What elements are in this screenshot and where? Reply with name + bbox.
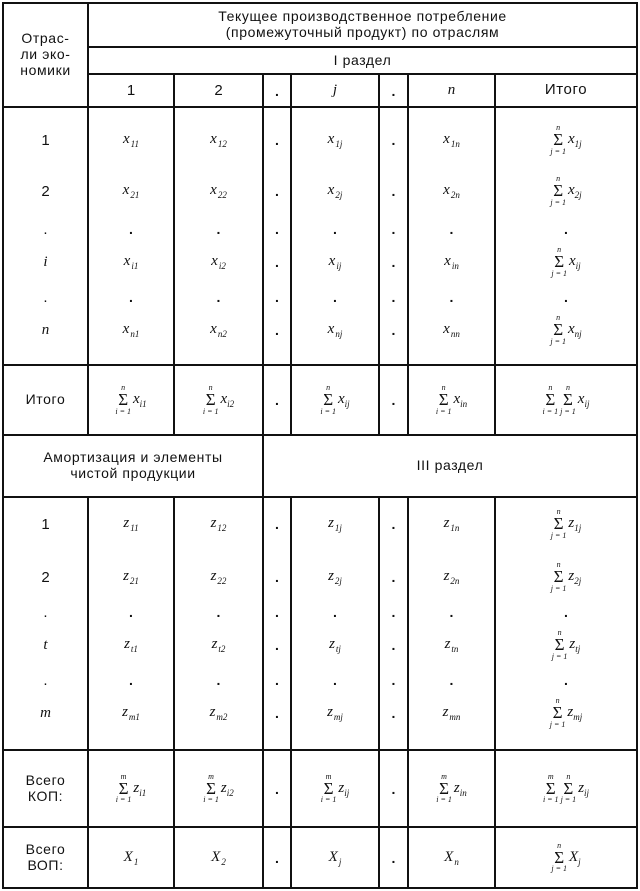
rule <box>2 106 638 108</box>
vop-term: $X_2$ <box>211 848 226 867</box>
x-term: $x_{ij}$ <box>568 253 581 271</box>
header-section-3: III раздел <box>416 457 484 474</box>
z-term: $z_{21}$ <box>123 568 139 586</box>
ellipsis-dot: . <box>391 780 396 797</box>
itogo-term: $x_{ij}$ <box>577 391 590 409</box>
z-cell <box>292 630 378 660</box>
itogo-term: $x_{i2}$ <box>220 391 235 409</box>
x-row-sum <box>496 307 636 353</box>
ellipsis-dot: . <box>391 254 396 270</box>
x-term: $x_{2j}$ <box>567 182 582 200</box>
kop-col-sum <box>89 751 173 826</box>
col-header-n: n <box>447 82 456 98</box>
kop-col-sum <box>175 751 262 826</box>
kop-col-sum <box>409 751 494 826</box>
vop-cell <box>292 828 378 887</box>
x-cell <box>89 247 173 277</box>
z-cell <box>292 698 378 728</box>
ellipsis-dot: . <box>275 322 279 338</box>
x-cell <box>89 176 173 206</box>
z-term: $z_{tn}$ <box>444 636 459 654</box>
x-cell <box>89 315 173 345</box>
x-row-sum <box>496 168 636 214</box>
ellipsis-dot: . <box>391 221 396 237</box>
kop-term: $z_{ij}$ <box>578 779 590 798</box>
ellipsis-dot: . <box>564 604 568 620</box>
sigma-symbol: n Σ j = 1 <box>550 123 566 156</box>
ellipsis-dot: . <box>391 516 396 532</box>
x-cell <box>175 125 262 155</box>
z-term: $z_{1j}$ <box>328 515 342 533</box>
z-term: $z_{2j}$ <box>568 568 582 586</box>
z-term: $z_{1j}$ <box>568 515 582 533</box>
rule <box>2 887 638 889</box>
vop-term: $X_j$ <box>328 848 342 867</box>
x-term: $x_{in}$ <box>444 253 459 271</box>
x-row-label: 2 <box>41 182 50 200</box>
itogo-col-sum <box>89 366 173 434</box>
ellipsis-dot: . <box>391 705 396 721</box>
ellipsis-dot: . <box>129 672 133 688</box>
x-term: $x_{2n}$ <box>443 182 460 200</box>
x-cell <box>409 247 494 277</box>
itogo-grand-sum <box>496 366 636 434</box>
ellipsis-dot: . <box>391 132 396 148</box>
vop-cell <box>175 828 262 887</box>
z-row-sum <box>496 554 636 600</box>
col-header-1: 1 <box>126 82 136 99</box>
total-kop-label: Всего КОП: <box>25 771 66 804</box>
z-cell <box>89 698 173 728</box>
x-row-label: 1 <box>41 131 50 149</box>
ellipsis-dot: . <box>275 132 279 148</box>
ellipsis-dot: . <box>391 569 396 585</box>
z-term: $z_{t2}$ <box>211 636 226 654</box>
ellipsis-dot: . <box>275 637 279 653</box>
x-row-sum <box>496 239 636 285</box>
ellipsis-dot: . <box>275 183 279 199</box>
z-term: $z_{tj}$ <box>329 636 341 654</box>
sigma-symbol: m Σ i = 1 <box>115 771 132 805</box>
z-term: $z_{m2}$ <box>209 704 228 722</box>
kop-term: $z_{i1}$ <box>133 779 147 798</box>
z-row-sum <box>496 501 636 547</box>
sigma-symbol: n Σ i = 1 <box>542 383 559 416</box>
z-row-label: . <box>43 671 48 689</box>
itogo-term: $x_{i1}$ <box>132 391 147 409</box>
x-term: $x_{22}$ <box>210 182 227 200</box>
sigma-symbol: n Σ j = 1 <box>560 383 576 416</box>
x-term: $x_{21}$ <box>122 182 140 200</box>
sigma-symbol: n Σ j = 1 <box>549 696 566 729</box>
z-cell <box>409 509 494 539</box>
x-cell <box>409 125 494 155</box>
vop-cell <box>89 828 173 887</box>
z-cell <box>292 562 378 592</box>
rule <box>636 2 638 889</box>
itogo-term: $x_{ij}$ <box>337 391 350 409</box>
z-cell <box>409 698 494 728</box>
z-row-sum <box>496 622 636 668</box>
z-term: $z_{mj}$ <box>567 704 583 722</box>
z-cell <box>175 630 262 660</box>
z-term: $z_{22}$ <box>210 568 227 586</box>
x-cell <box>292 315 378 345</box>
sigma-symbol: n Σ i = 1 <box>202 383 219 416</box>
ellipsis-dot: . <box>391 289 396 305</box>
ellipsis-dot: . <box>275 672 279 688</box>
z-term: $z_{11}$ <box>123 515 139 533</box>
ellipsis-dot: . <box>216 221 221 237</box>
ellipsis-dot: . <box>564 289 568 305</box>
ellipsis-dot: . <box>275 849 279 866</box>
x-row-label: . <box>43 288 48 306</box>
ellipsis-dot: . <box>564 672 568 688</box>
z-term: $z_{1n}$ <box>443 515 460 533</box>
sigma-symbol: n Σ j = 1 <box>551 245 567 278</box>
x-term: $x_{nn}$ <box>443 321 460 339</box>
x-cell <box>175 315 262 345</box>
col-header-2: 2 <box>214 82 223 99</box>
x-row-label: n <box>41 321 50 338</box>
ellipsis-dot: . <box>391 183 396 199</box>
x-term: $x_{i1}$ <box>123 253 139 271</box>
x-term: $x_{ij}$ <box>328 253 342 271</box>
col-header-total: Итого <box>544 81 588 99</box>
z-cell <box>89 562 173 592</box>
ellipsis-dot: . <box>216 672 221 688</box>
sigma-symbol: n Σ i = 1 <box>435 383 452 416</box>
sigma-symbol: m Σ i = 1 <box>436 771 452 805</box>
ellipsis-dot: . <box>449 289 454 305</box>
ellipsis-dot: . <box>129 289 133 305</box>
x-term: $x_{i2}$ <box>211 253 226 271</box>
itogo-col-sum <box>292 366 378 434</box>
z-row-label: m <box>40 704 51 721</box>
x-cell <box>409 176 494 206</box>
z-term: $z_{t1}$ <box>124 636 138 654</box>
x-cell <box>409 315 494 345</box>
col-header-dots: . <box>275 82 279 99</box>
header-consumption: Текущее производственное потребление (промежуточный продукт) по отраслям <box>218 8 507 40</box>
z-cell <box>292 509 378 539</box>
ellipsis-dot: . <box>275 289 279 305</box>
sigma-symbol: n Σ i = 1 <box>320 383 336 416</box>
x-term: $x_{nj}$ <box>567 321 582 339</box>
z-row-sum <box>496 690 636 736</box>
x-term: $x_{1j}$ <box>327 131 343 149</box>
z-row-label: t <box>43 636 48 653</box>
z-row-label: . <box>43 603 48 621</box>
ellipsis-dot: . <box>275 392 279 408</box>
z-term: $z_{2n}$ <box>443 568 460 586</box>
vop-term: $X_1$ <box>123 848 139 867</box>
x-term: $x_{2j}$ <box>327 182 343 200</box>
x-cell <box>292 125 378 155</box>
col-header-j: j <box>332 82 338 98</box>
ellipsis-dot: . <box>216 289 221 305</box>
ellipsis-dot: . <box>391 392 396 408</box>
vop-sum <box>496 828 636 887</box>
sigma-symbol: n Σ j = 1 <box>560 771 577 805</box>
z-cell <box>409 630 494 660</box>
x-row-label: i <box>43 253 48 270</box>
ellipsis-dot: . <box>129 221 133 237</box>
sigma-symbol: n Σ j = 1 <box>550 507 567 540</box>
header-section-1: I раздел <box>333 51 392 68</box>
kop-term: $z_{ij}$ <box>338 779 350 798</box>
kop-col-sum <box>292 751 378 826</box>
z-cell <box>89 509 173 539</box>
ellipsis-dot: . <box>391 637 396 653</box>
x-term: $x_{n2}$ <box>210 321 227 339</box>
col-header-dots: . <box>391 82 396 99</box>
ellipsis-dot: . <box>449 672 454 688</box>
kop-term: $z_{in}$ <box>453 779 467 798</box>
z-term: $z_{12}$ <box>210 515 227 533</box>
x-cell <box>175 247 262 277</box>
x-cell <box>175 176 262 206</box>
ellipsis-dot: . <box>449 604 454 620</box>
ellipsis-dot: . <box>275 221 279 237</box>
x-cell <box>292 176 378 206</box>
ellipsis-dot: . <box>391 849 396 866</box>
ellipsis-dot: . <box>333 604 337 620</box>
header-branches: Отрас- ли эко- номики <box>20 30 71 78</box>
ellipsis-dot: . <box>275 604 279 620</box>
ellipsis-dot: . <box>275 780 279 797</box>
sigma-symbol: n Σ j = 1 <box>550 174 566 207</box>
x-term: $x_{12}$ <box>210 131 227 149</box>
sigma-symbol: m Σ i = 1 <box>320 771 337 805</box>
ellipsis-dot: . <box>391 672 396 688</box>
vop-term: $X_j$ <box>568 848 581 867</box>
ellipsis-dot: . <box>275 705 279 721</box>
x-term: $x_{1n}$ <box>443 131 460 149</box>
itogo-col-sum <box>175 366 262 434</box>
ellipsis-dot: . <box>129 604 133 620</box>
x-row-sum <box>496 117 636 163</box>
sigma-symbol: n Σ j = 1 <box>550 560 567 593</box>
sigma-symbol: n Σ j = 1 <box>550 313 566 346</box>
itogo-col-sum <box>409 366 494 434</box>
ellipsis-dot: . <box>564 221 568 237</box>
x-term: $x_{n1}$ <box>122 321 140 339</box>
z-cell <box>409 562 494 592</box>
total-row-label: Итого <box>25 391 66 408</box>
sigma-symbol: m Σ i = 1 <box>542 771 559 805</box>
itogo-term: $x_{in}$ <box>453 391 468 409</box>
ellipsis-dot: . <box>275 516 279 532</box>
z-term: $z_{2j}$ <box>328 568 342 586</box>
x-term: $x_{1j}$ <box>567 131 582 149</box>
total-vop-label: Всего ВОП: <box>25 840 66 873</box>
z-row-label: 1 <box>41 515 50 533</box>
x-term: $x_{11}$ <box>122 131 139 149</box>
ellipsis-dot: . <box>275 569 279 585</box>
z-term: $z_{mj}$ <box>327 704 343 722</box>
z-cell <box>175 509 262 539</box>
sigma-symbol: n Σ j = 1 <box>551 628 568 661</box>
ellipsis-dot: . <box>333 672 337 688</box>
ellipsis-dot: . <box>391 322 396 338</box>
vop-cell <box>409 828 494 887</box>
z-cell <box>89 630 173 660</box>
z-row-label: 2 <box>41 568 50 586</box>
ellipsis-dot: . <box>333 289 337 305</box>
x-cell <box>89 125 173 155</box>
x-term: $x_{nj}$ <box>327 321 343 339</box>
z-cell <box>175 562 262 592</box>
vop-term: $X_n$ <box>444 848 459 867</box>
sigma-symbol: n Σ j = 1 <box>551 840 567 874</box>
kop-term: $z_{i2}$ <box>220 779 234 798</box>
ellipsis-dot: . <box>275 254 279 270</box>
x-row-label: . <box>43 220 48 238</box>
sigma-symbol: n Σ i = 1 <box>115 383 131 416</box>
ellipsis-dot: . <box>216 604 221 620</box>
z-term: $z_{mn}$ <box>442 704 461 722</box>
rule <box>2 496 638 498</box>
ellipsis-dot: . <box>391 604 396 620</box>
sigma-symbol: m Σ i = 1 <box>203 771 219 805</box>
kop-grand-sum <box>496 751 636 826</box>
depreciation-header: Амортизация и элементы чистой продукции <box>43 449 223 481</box>
x-cell <box>292 247 378 277</box>
z-term: $z_{m1}$ <box>122 704 140 722</box>
z-cell <box>175 698 262 728</box>
ellipsis-dot: . <box>333 221 337 237</box>
z-term: $z_{tj}$ <box>569 636 581 654</box>
ellipsis-dot: . <box>449 221 454 237</box>
